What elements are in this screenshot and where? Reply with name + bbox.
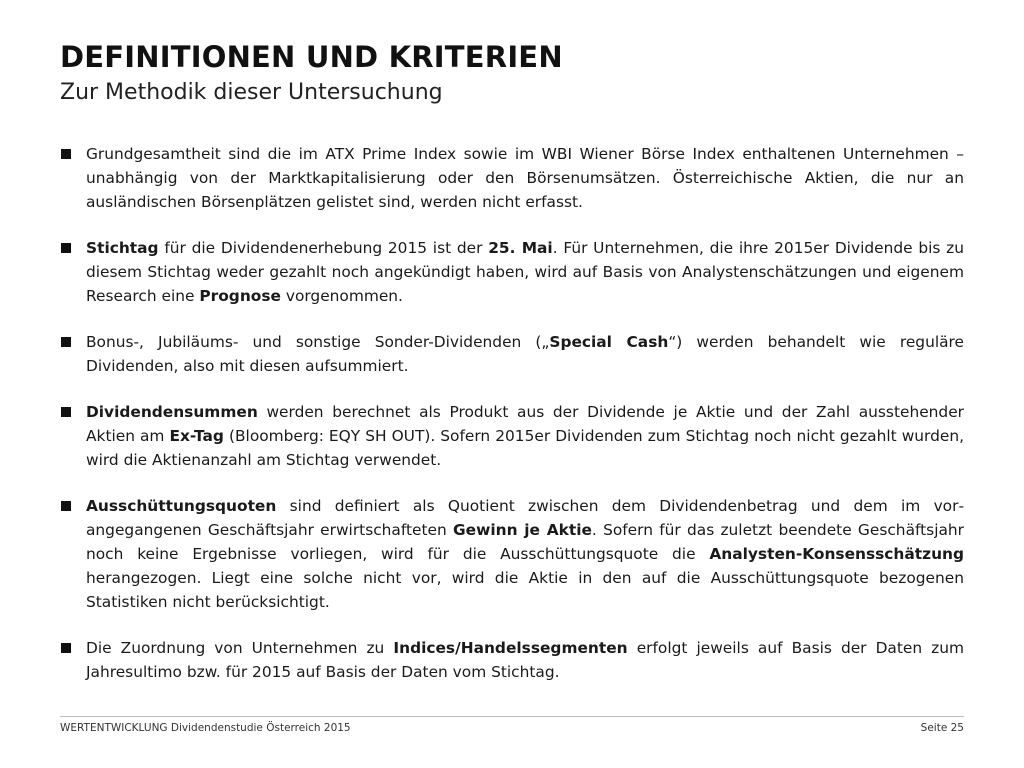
page-title: DEFINITIONEN UND KRITERIEN (60, 40, 563, 74)
bullet-text: “) werden behandelt wie reguläre Dividenden, also mit diesen aufsummiert. (86, 333, 964, 375)
bullet-item (60, 494, 964, 614)
square-bullet-icon (61, 243, 71, 253)
square-bullet-icon (61, 643, 71, 653)
bullet-text: vorgenommen. (280, 287, 403, 305)
bullet-text: Die Zuordnung von Unternehmen zu (86, 639, 394, 657)
square-bullet-icon (61, 407, 71, 417)
bullet-text: sind definiert als Quotient zwischen dem Dividendenbetrag und dem im vorangegangenen Geschäftsjahr erwirtschafteten (86, 497, 964, 539)
page-number: Seite 25 (920, 722, 964, 734)
bullet-text: . Für Unternehmen, die ihre 2015er Dividende bis zu diesem Stichtag weder gezahlt noch angekündigt haben, wird auf Basis von Analystenschätzungen und eigenem Research eine (86, 239, 964, 305)
footer-divider (60, 716, 964, 717)
bullet-emphasis: Dividendensummen (86, 403, 258, 421)
bullet-text: werden berechnet als Produkt aus der Dividende je Aktie und der Zahl ausstehender Aktien am (86, 403, 964, 445)
bullet-item (60, 142, 964, 214)
square-bullet-icon (61, 501, 71, 511)
page-subtitle: Zur Methodik dieser Untersuchung (60, 80, 443, 105)
bullet-emphasis: 25. Mai (488, 239, 553, 257)
bullet-emphasis: Prognose (199, 287, 281, 305)
square-bullet-icon (61, 149, 71, 159)
bullet-emphasis: Ausschüttungsquoten (86, 497, 277, 515)
bullet-text: (Bloomberg: EQY SH OUT). Sofern 2015er Dividenden zum Stichtag noch nicht gezahlt wurden, wird die Aktienanzahl am Stichtag verwendet. (86, 427, 964, 469)
bullet-list (60, 142, 964, 706)
bullet-emphasis: Stichtag (86, 239, 159, 257)
bullet-item (60, 330, 964, 378)
bullet-emphasis: Indices/Handelssegmenten (393, 639, 628, 657)
bullet-emphasis: Ex-Tag (169, 427, 224, 445)
footer-source: WERTENTWICKLUNG Dividendenstudie Österreich 2015 (60, 722, 351, 734)
square-bullet-icon (61, 337, 71, 347)
bullet-text: herangezogen. Liegt eine solche nicht vor, wird die Aktie in den auf die Ausschüttungsquote bezogenen Statistiken nicht berücksichtigt. (86, 569, 964, 611)
bullet-emphasis: Gewinn je Aktie (453, 521, 592, 539)
bullet-text: für die Dividendenerhebung 2015 ist der (158, 239, 489, 257)
bullet-emphasis: Special Cash (549, 333, 669, 351)
bullet-item (60, 636, 964, 684)
bullet-item (60, 400, 964, 472)
bullet-text: erfolgt jeweils auf Basis der Daten zum Jahresultimo bzw. für 2015 auf Basis der Daten vom Stichtag. (86, 639, 965, 681)
bullet-text: Grundgesamtheit sind die im ATX Prime Index sowie im WBI Wiener Börse Index enthaltenen Unternehmen – unabhängig von der Marktkapitalisierung oder den Börsenumsätzen. Österreichische Aktien, die nur an ausländischen Börsenplätzen gelistet sind, werden nicht erfasst. (86, 145, 964, 211)
bullet-emphasis: Analysten-Konsensschätzung (709, 545, 964, 563)
bullet-text: . Sofern für das zuletzt beendete Geschäftsjahr noch keine Ergebnisse vorliegen, wird für die Ausschüttungsquote die (86, 521, 964, 563)
bullet-text: Bonus-, Jubiläums- und sonstige Sonder-Dividenden („ (86, 333, 550, 351)
bullet-item (60, 236, 964, 308)
